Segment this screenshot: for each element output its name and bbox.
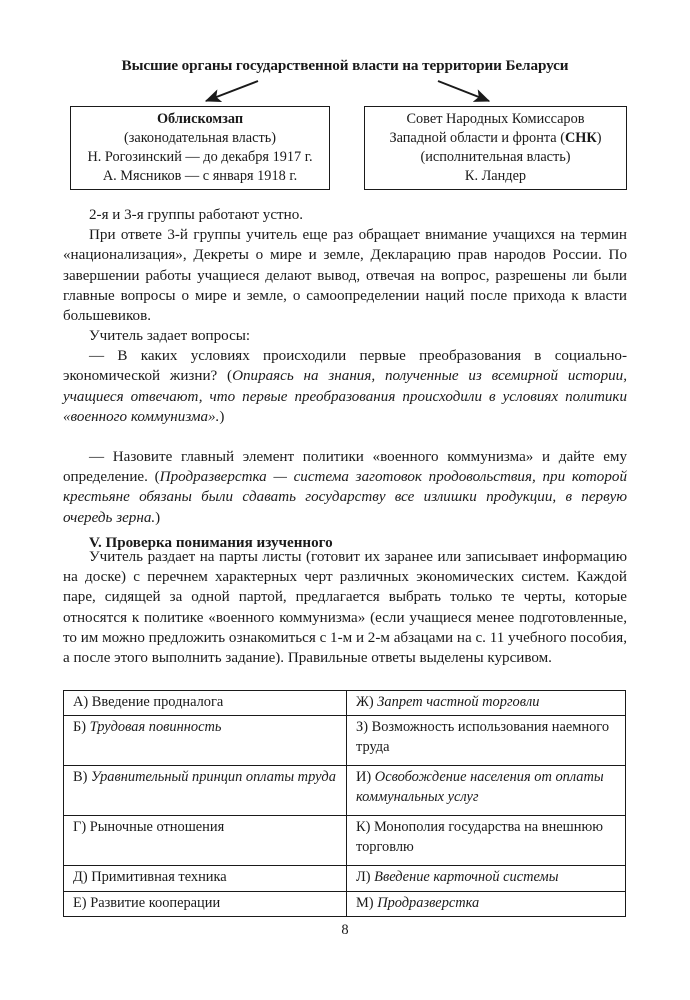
question-2-tail: )	[155, 509, 161, 526]
table-cell-left	[64, 766, 347, 816]
item-text: Развитие кооперации	[90, 894, 221, 911]
table-cell-left	[64, 891, 347, 916]
item-text: Введение продналога	[91, 694, 224, 710]
question-1	[63, 346, 627, 427]
org-box-line: Западной области и фронта (СНК)	[389, 130, 602, 147]
item-label: Д)	[73, 869, 92, 886]
table-row	[64, 891, 626, 916]
item-text: Уравнительный принцип оплаты труда	[91, 769, 336, 786]
item-label: В)	[73, 769, 91, 786]
question-1-plain: — В каких условиях происходили первые преобразования в социально-экономической жизни? (	[63, 348, 627, 385]
body-text-block-2	[63, 326, 627, 427]
item-label: З)	[356, 719, 372, 736]
table-cell-right	[347, 766, 626, 816]
org-box-line: Совет Народных Комиссаров	[406, 111, 585, 127]
org-box-line: Н. Рогозинский — до декабря 1917 г.	[87, 149, 313, 166]
item-label: М)	[356, 894, 378, 911]
table-cell-left	[64, 691, 347, 716]
org-box-line: (законодательная власть)	[123, 130, 277, 147]
paragraph: 2-я и 3-я группы работают устно.	[89, 207, 304, 223]
org-box-line: Облискомзап	[156, 111, 244, 127]
paragraph: Учитель раздает на парты листы (готовит их заранее или записывает информацию на доске) с перечнем характерных черт различных экономических систем. Каждой паре, сидящей за одной партой, предлагается выбрать только те черты, которые относятся к политике «военного коммунизма» (если учащиеся менее подготовленные, то им можно предложить ознакомиться с 1-м и 2-м абзацами на с. 11 учебного пособия, а после этого выполнить задание). Правильные ответы выделены курсивом.	[63, 549, 628, 667]
section-heading: V. Проверка понимания изученного	[89, 535, 333, 552]
arrow-to-obliskomzap-line	[206, 81, 258, 101]
item-label: И)	[356, 769, 375, 786]
item-text: Введение карточной системы	[374, 869, 559, 886]
paragraph: Учитель задает вопросы:	[89, 328, 251, 344]
body-text-block-4	[63, 547, 627, 668]
question-2-italic: Продразверстка — система заготовок продовольствия, при которой крестьяне обязаны были сдавать государству все излишки продукции, в первую очередь зерна.	[63, 469, 627, 526]
question-2	[63, 447, 627, 528]
item-label: Ж)	[356, 694, 378, 710]
diagram-title: Высшие органы государственной власти на территории Беларуси	[121, 57, 569, 74]
item-text: Трудовая повинность	[89, 719, 222, 736]
item-text: Рыночные отношения	[89, 819, 225, 836]
item-text: Возможность использования наемного труда	[356, 719, 610, 755]
question-2-plain: — Назовите главный элемент политики «военного коммунизма» и дайте ему определение. (	[63, 449, 627, 486]
paragraph: При ответе 3-й группы учитель еще раз обращает внимание учащихся на термин «национализация», Декреты о мире и земле, Декларацию прав народов России. По завершении работы учащиеся делают вывод, отвечая на вопрос, разрешены ли были главные вопросы о мире и земле, о самоопределении наций после прихода к власти большевиков.	[63, 227, 627, 325]
item-label: Г)	[73, 819, 90, 836]
characteristics-table	[63, 690, 626, 917]
table-cell-left	[64, 866, 347, 891]
arrow-to-snk-line	[438, 81, 489, 101]
org-box-snk	[364, 106, 627, 190]
org-box-line: (исполнительная власть)	[420, 149, 571, 166]
org-box-line: А. Мясников — с января 1918 г.	[102, 168, 298, 185]
item-text: Монополия государства на внешнюю торговлю	[356, 819, 603, 855]
item-text: Продразверстка	[377, 894, 480, 911]
item-label: Б)	[73, 719, 90, 736]
table-cell-right	[347, 816, 626, 866]
item-text: Примитивная техника	[91, 869, 227, 886]
snk-acronym: СНК	[564, 130, 597, 147]
item-label: А)	[73, 694, 92, 710]
item-text: Освобождение населения от оплаты коммунальных услуг	[356, 769, 604, 805]
org-box-obliskomzap	[70, 106, 330, 190]
body-text-block-1	[63, 205, 627, 326]
table-cell-right	[347, 891, 626, 916]
table-cell-right	[347, 691, 626, 716]
item-label: Л)	[356, 869, 375, 886]
body-text-block-3	[63, 447, 627, 528]
table-cell-right	[347, 866, 626, 891]
item-text: Запрет частной торговли	[377, 694, 540, 710]
item-label: Е)	[73, 894, 91, 911]
table-body	[64, 691, 626, 917]
table-row	[64, 816, 626, 866]
table-row	[64, 691, 626, 716]
org-box-line: К. Ландер	[464, 168, 527, 185]
table-row	[64, 866, 626, 891]
table-row	[64, 716, 626, 766]
page-number: 8	[341, 922, 349, 938]
table-cell-right	[347, 716, 626, 766]
item-label: К)	[356, 819, 374, 836]
question-1-tail: )	[219, 408, 225, 425]
table-row	[64, 766, 626, 816]
table-cell-left	[64, 716, 347, 766]
question-1-italic: Опираясь на знания, полученные из всемирной истории, учащиеся отвечают, что первые преобразования происходили в условиях политики «военного коммунизма».	[63, 368, 627, 425]
table-cell-left	[64, 816, 347, 866]
